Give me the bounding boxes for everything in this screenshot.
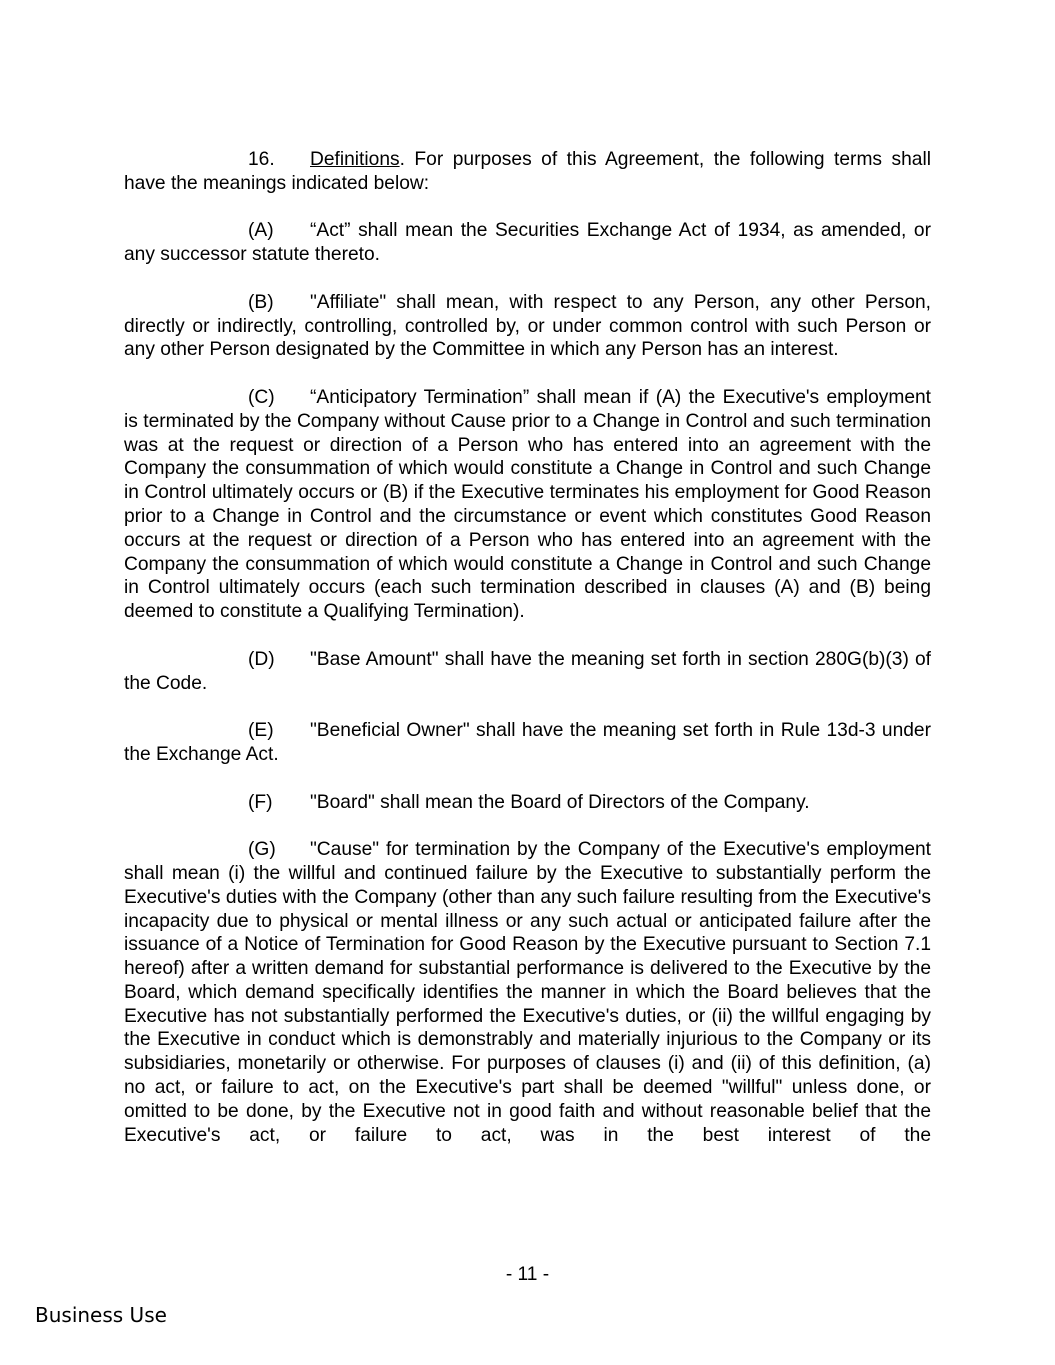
section-number: 16. [248, 149, 275, 170]
classification-label: Business Use [35, 1303, 167, 1327]
page-number: - 11 - [505, 1264, 550, 1285]
definition-text: "Cause" for termination by the Company of the Executive's employment shall mean (i) the willful and continued failure by the Executive to substantially perform the Executive's duties with the Company (other than any such failure resulting from the Executive's incapacity due to physical or mental illness or any such actual or anticipated failure after the issuance of a Notice of Termination for Good Reason by the Executive pursuant to Section 7.1 hereof) after a written demand for substantial performance is delivered to the Executive by the Board, which demand specifically identifies the manner in which the Board believes that the Executive has not substantially performed the Executive's duties, or (ii) the willful engaging by the Executive in conduct which is demonstrably and materially injurious to the Company or its subsidiaries, monetarily or otherwise. For purposes of clauses (i) and (ii) of this definition, (a) no act, or failure to act, on the Executive's part shall be deemed "willful" unless done, or omitted to be done, by the Executive not in good faith and without reasonable belief that the Executive's act, or failure to act, was in the best interest of the [124, 839, 931, 1146]
definition-label: (F) [248, 791, 273, 813]
definition-a [124, 219, 931, 267]
definition-text: "Board" shall mean the Board of Directors of the Company. [310, 791, 810, 813]
section-16-intro [124, 148, 931, 196]
definition-c [124, 386, 931, 624]
definition-label: (C) [248, 386, 275, 408]
definition-b [124, 291, 931, 362]
definition-text: "Beneficial Owner" shall have the meaning set forth in Rule 13d-3 under the Exchange Act. [124, 720, 931, 765]
definition-label: (D) [248, 648, 275, 670]
definition-text: "Base Amount" shall have the meaning set forth in section 280G(b)(3) of the Code. [124, 648, 931, 694]
definition-e [124, 719, 931, 767]
definition-text: “Anticipatory Termination” shall mean if (A) the Executive's employment is terminated by the Company without Cause prior to a Change in Control and such termination was at the request or direction of a Person who has entered into an agreement with the Company the consummation of which would constitute a Change in Control and such Change in Control ultimately occurs or (B) if the Executive terminates his employment for Good Reason prior to a Change in Control and the circumstance or event which constitutes Good Reason occurs at the request or direction of a Person who has entered into an agreement with the Company the consummation of which would constitute a Change in Control and such Change in Control ultimately occurs (each such termination described in clauses (A) and (B) being deemed to constitute a Qualifying Termination). [124, 386, 931, 623]
definition-f [124, 791, 931, 815]
definition-text: "Affiliate" shall mean, with respect to any Person, any other Person, directly or indirectly, controlling, controlled by, or under common control with such Person or any other Person designated by the Committee in which any Person has an interest. [124, 291, 931, 361]
definition-label: (B) [248, 291, 274, 313]
definition-label: (E) [248, 720, 274, 742]
definition-text: “Act” shall mean the Securities Exchange Act of 1934, as amended, or any successor statute thereto. [124, 220, 931, 266]
definition-g [124, 838, 931, 1147]
definition-label: (A) [248, 220, 274, 242]
section-heading: Definitions [310, 149, 400, 170]
definition-d [124, 648, 931, 696]
definition-label: (G) [248, 839, 276, 861]
section-intro-text: . For purposes of this Agreement, the following terms shall have the meanings indicated below: [124, 149, 931, 194]
document-body [124, 148, 931, 1171]
